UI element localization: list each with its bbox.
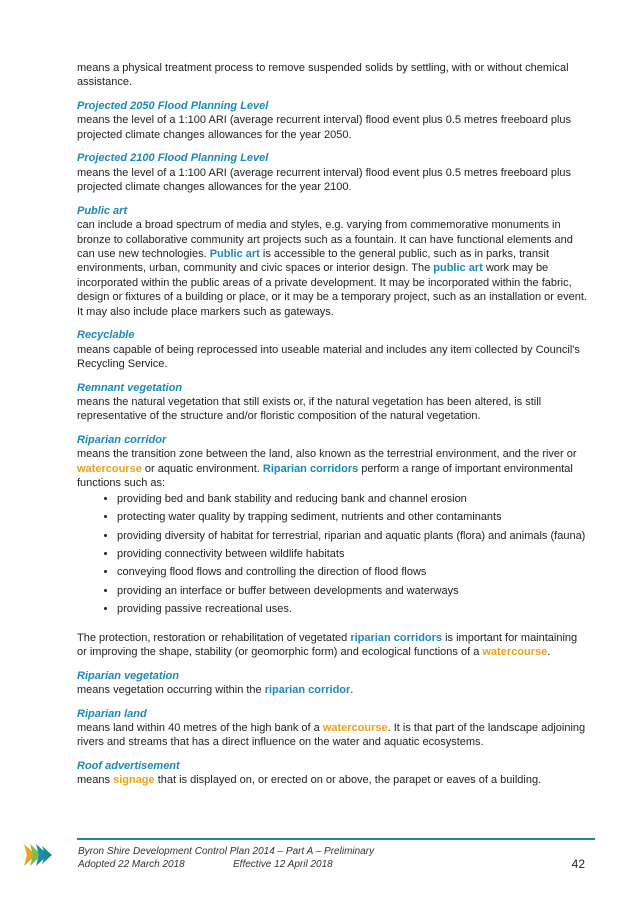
- term-link-signage[interactable]: signage: [113, 774, 155, 787]
- term-link-public-art[interactable]: Public art: [209, 248, 260, 261]
- riparian-corridor-paragraph: [77, 631, 587, 660]
- list-item: • providing bed and bank stability and reducing bank and channel erosion: [117, 492, 587, 506]
- definition-text: means capable of being reprocessed into useable material and includes any item collected by Council's Recycling Service.: [77, 343, 580, 371]
- footer-effective-date: Effective 12 April 2018: [233, 859, 333, 870]
- definition-public-art: [77, 204, 587, 319]
- definition-text: [77, 218, 587, 319]
- text-run: means: [77, 774, 114, 787]
- definition-text: [77, 773, 587, 787]
- definition-term: Riparian land: [77, 707, 147, 720]
- definition-term: Riparian corridor: [77, 434, 167, 447]
- list-item: • providing an interface or buffer between developments and waterways: [117, 584, 587, 598]
- term-link-riparian-corridors[interactable]: riparian corridors: [350, 631, 443, 644]
- list-item: • conveying flood flows and controlling the direction of flood flows: [117, 565, 587, 579]
- text-run: or aquatic environment.: [141, 462, 263, 475]
- text-run: means the transition zone between the land, also known as the terrestrial environment, and the river or: [77, 448, 577, 461]
- definition-term: Projected 2100 Flood Planning Level: [77, 152, 269, 165]
- term-link-watercourse[interactable]: watercourse: [322, 721, 388, 734]
- text-run: means vegetation occurring within the: [77, 683, 265, 696]
- document-body: [77, 61, 587, 797]
- definition-term: Recyclable: [77, 329, 135, 342]
- term-link-riparian-corridors[interactable]: Riparian corridors: [262, 462, 359, 475]
- text-run: is accessible to the general public, such as in parks, transit environments, urban, community and civic spaces or interior design. The: [77, 248, 550, 275]
- text-run: work may be incorporated within the public areas of a private development. It may be incorporated within the fabric, design or fixtures of a building or place, or it may be a temporary project, such as an installation or event. It may also include place markers such as gateways.: [77, 262, 587, 318]
- definition-term: Public art: [77, 204, 128, 217]
- text-run: means land within 40 metres of the high bank of a: [77, 721, 323, 734]
- text-run: The protection, restoration or rehabilitation of vegetated: [77, 631, 351, 644]
- text-run: perform a range of important environmental functions such as:: [77, 462, 573, 490]
- definition-term: Riparian vegetation: [77, 669, 180, 682]
- text-run: .: [350, 683, 354, 696]
- definition-projected-2050: [77, 99, 587, 142]
- footer-title: Byron Shire Development Control Plan 2014 – Part A – Preliminary: [78, 846, 375, 857]
- text-run: is important for maintaining or improving the shape, stability (or geomorphic form) and ecological functions of a: [77, 631, 578, 658]
- list-item: • protecting water quality by trapping sediment, nutrients and other contaminants: [117, 510, 587, 524]
- list-item: • providing connectivity between wildlife habitats: [117, 547, 587, 561]
- definition-text: [77, 721, 587, 750]
- text-run: can include a broad spectrum of media and styles, e.g. varying from commemorative monuments in bronze to collaborative community art projects such as a fountain. It can have functional elements and can use new technologies.: [77, 219, 573, 261]
- definition-term: Projected 2050 Flood Planning Level: [77, 100, 269, 112]
- list-item: • providing passive recreational uses.: [117, 602, 587, 616]
- footer-rule: [77, 838, 595, 840]
- functions-list: [77, 492, 587, 617]
- definition-riparian-vegetation: [77, 669, 587, 698]
- term-link-watercourse[interactable]: watercourse: [77, 462, 142, 475]
- definition-recyclable: [77, 328, 587, 371]
- definition-text: [77, 683, 587, 697]
- term-link-riparian-corridor[interactable]: riparian corridor: [264, 683, 351, 696]
- definition-riparian-land: [77, 707, 587, 750]
- definition-remnant-vegetation: [77, 381, 587, 424]
- definition-text: [77, 447, 587, 490]
- definition-riparian-corridor: [77, 433, 587, 616]
- intro-paragraph: means a physical treatment process to remove suspended solids by settling, with or without chemical assistance.: [77, 62, 569, 89]
- page-footer: [78, 845, 593, 871]
- footer-adopted-date: Adopted 22 March 2018: [78, 859, 185, 870]
- list-item: • providing diversity of habitat for terrestrial, riparian and aquatic plants (flora) and animals (fauna): [117, 529, 587, 543]
- page-number: 42: [571, 857, 585, 871]
- definition-text: means the natural vegetation that still exists or, if the natural vegetation has been altered, is still representative of the structure and/or floristic composition of the natural vegetation.: [77, 396, 542, 423]
- term-link-public-art[interactable]: public art: [433, 262, 483, 275]
- text-run: . It is that part of the landscape adjoining rivers and streams that has a direct influence on the water and aquatic ecosystems.: [77, 721, 586, 749]
- definition-text: means the level of a 1:100 ARI (average recurrent interval) flood event plus 0.5 metres freeboard plus projected climate changes allowances for the year 2050.: [77, 114, 572, 141]
- definition-text: means the level of a 1:100 ARI (average recurrent interval) flood event plus 0.5 metres freeboard plus projected climate changes allowances for the year 2100.: [77, 166, 572, 194]
- definition-term: Remnant vegetation: [77, 381, 183, 394]
- byron-shire-logo-icon: [20, 841, 56, 869]
- definition-projected-2100: [77, 151, 587, 194]
- footer-dates: [78, 858, 593, 871]
- text-run: .: [547, 645, 551, 658]
- definition-term: Roof advertisement: [77, 759, 180, 772]
- term-link-watercourse[interactable]: watercourse: [482, 645, 548, 658]
- text-run: that is displayed on, or erected on or above, the parapet or eaves of a building.: [154, 774, 542, 787]
- definition-roof-advertisement: [77, 759, 587, 788]
